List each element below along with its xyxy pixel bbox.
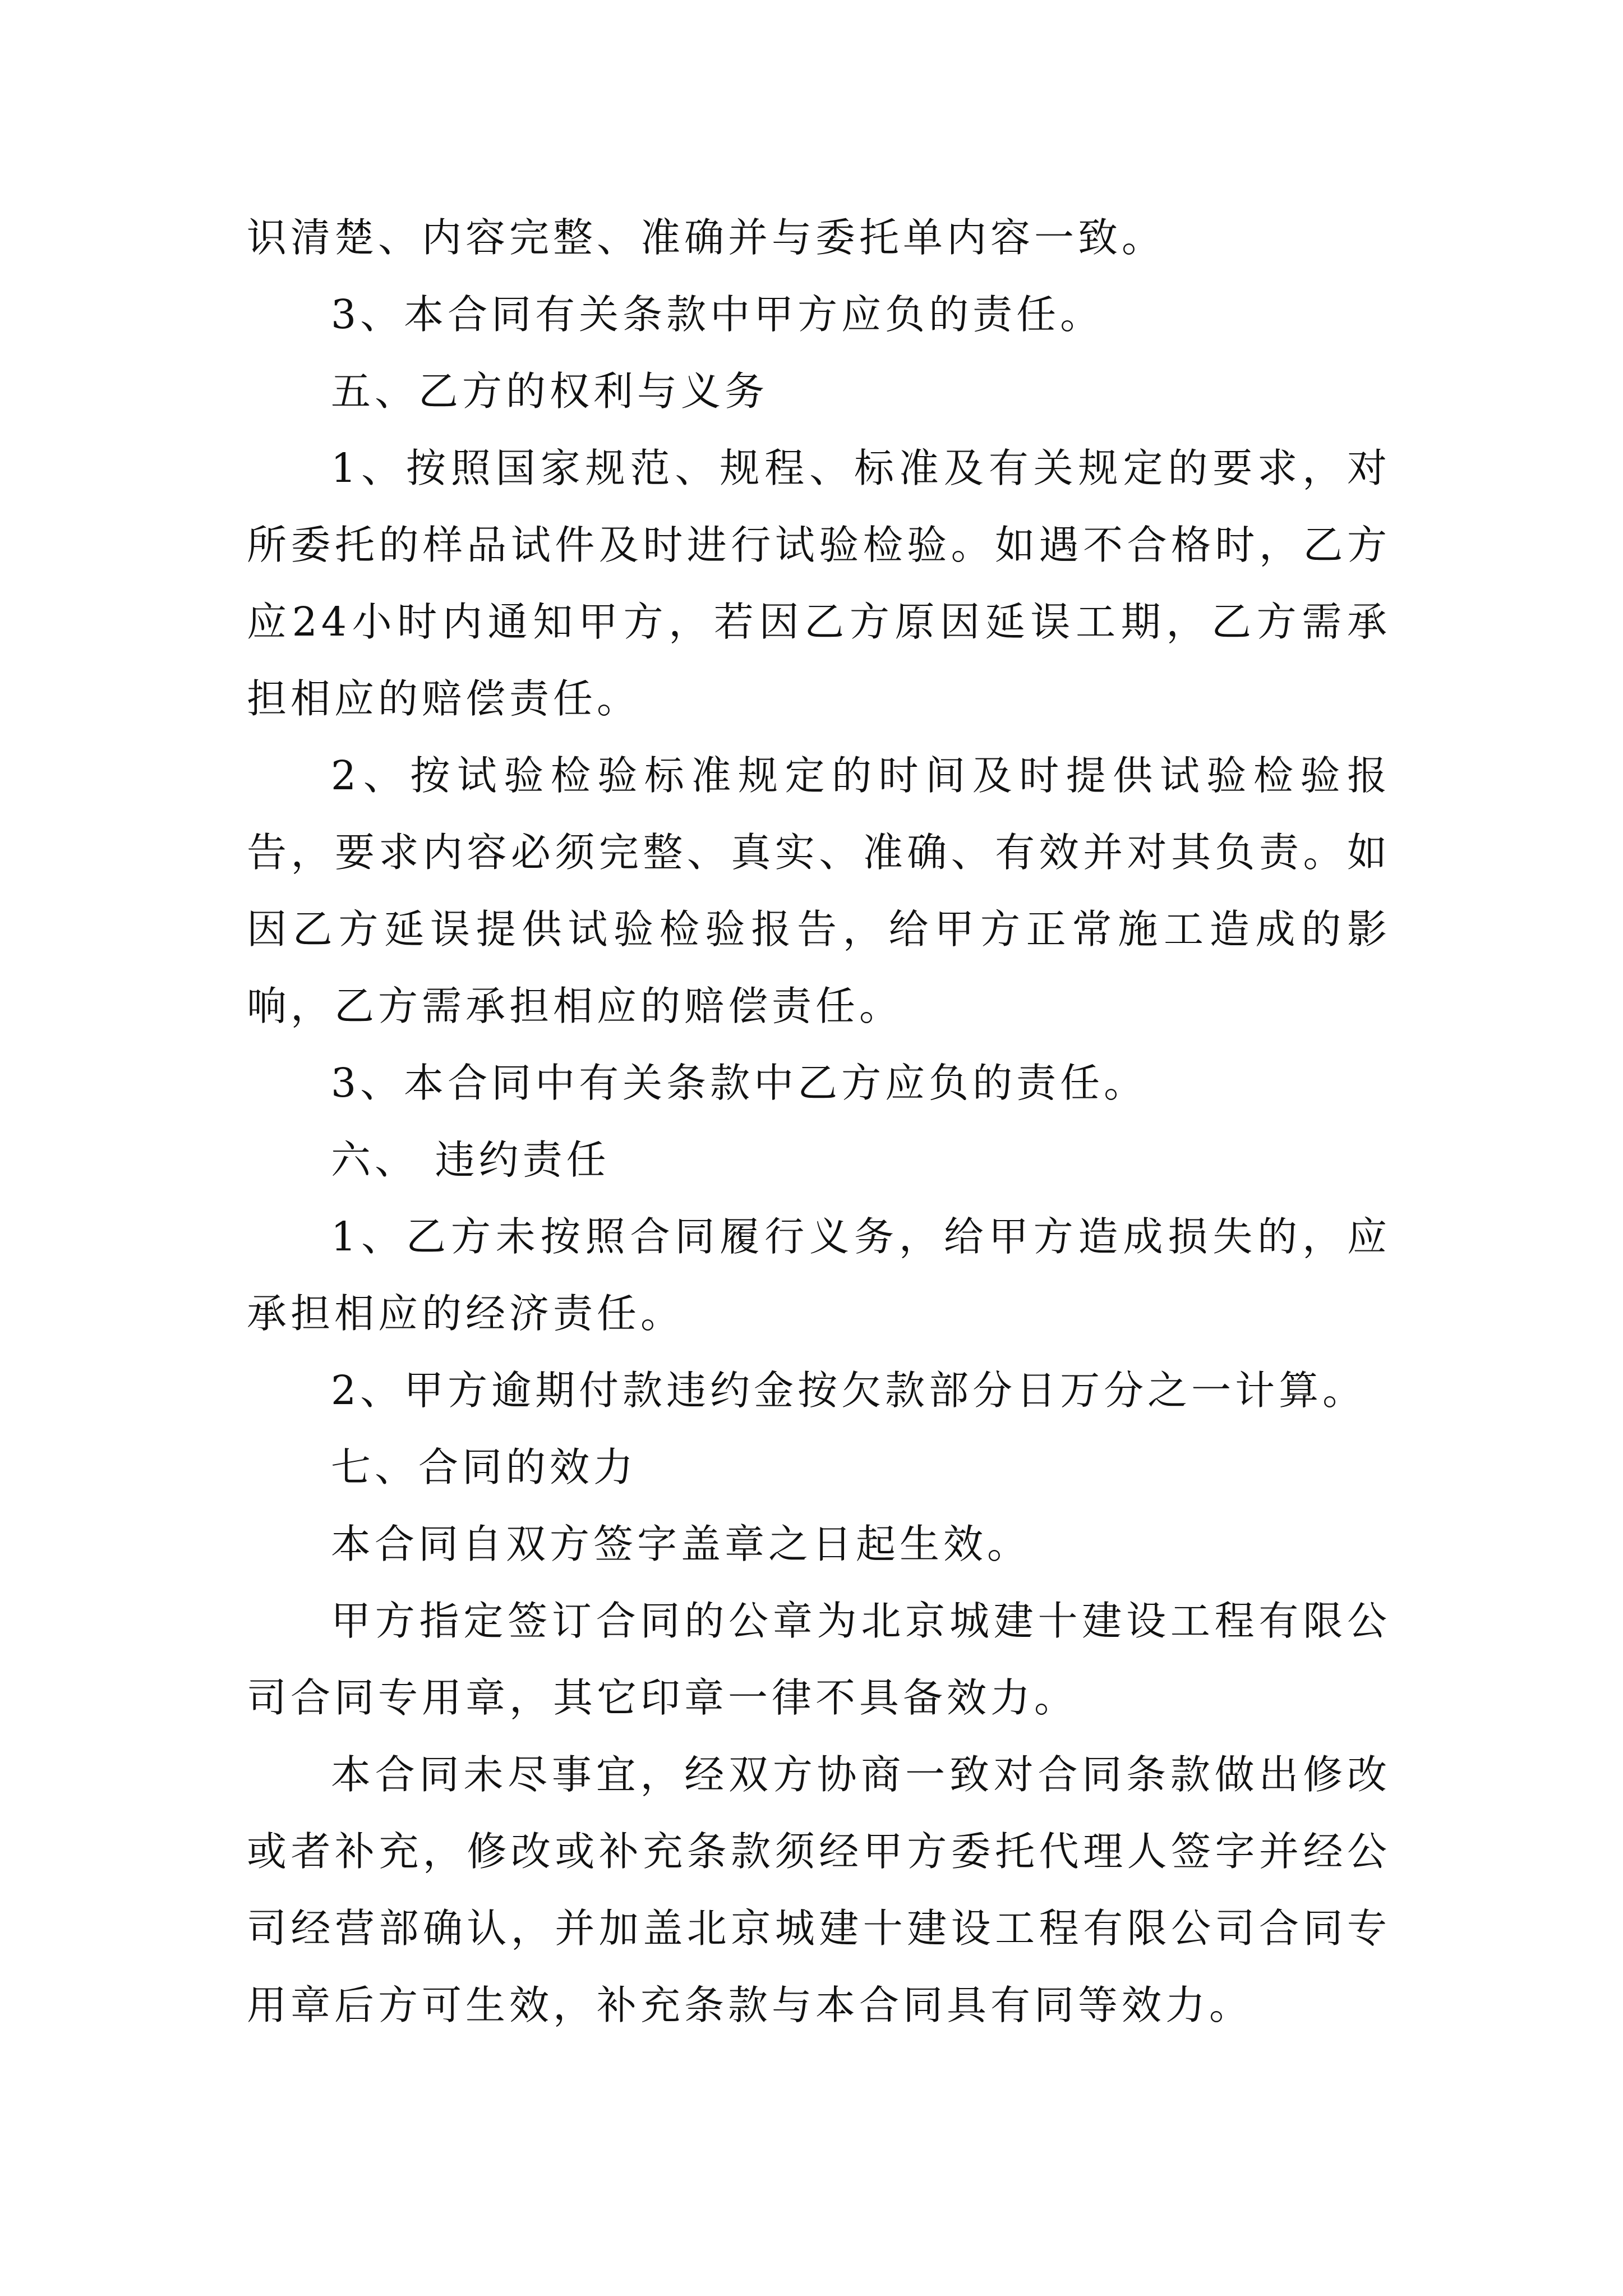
paragraph-party-b-clause-3: 3、本合同中有关条款中乙方应负的责任。 — [331, 1060, 1148, 1106]
paragraph-party-b-clause-1: 1、按照国家规范、规程、标准及有关规定的要求，对所委托的样品试件及时进行试验检验。如遇不合格时，乙方应24小时内通知甲方，若因乙方原因延误工期，乙方需承担相应的赔偿责任。 — [247, 445, 1391, 722]
paragraph-breach-clause-1: 1、乙方未按照合同履行义务，给甲方造成损失的，应承担相应的经济责任。 — [247, 1213, 1391, 1337]
paragraph-continuation: 识清楚、内容完整、准确并与委托单内容一致。 — [247, 214, 1166, 261]
paragraph-party-b-clause-2: 2、按试验检验标准规定的时间及时提供试验检验报告，要求内容必须完整、真实、准确、有效并对其负责。如因乙方延误提供试验检验报告，给甲方正常施工造成的影响，乙方需承担相应的赔偿责任。 — [247, 752, 1391, 1029]
paragraph-effect-clause-2: 甲方指定签订合同的公章为北京城建十建设工程有限公司合同专用章，其它印章一律不具备效力。 — [247, 1598, 1391, 1721]
section-heading-5: 五、乙方的权利与义务 — [331, 368, 769, 415]
section-heading-6: 六、 违约责任 — [331, 1137, 610, 1183]
paragraph-party-a-clause-3: 3、本合同有关条款中甲方应负的责任。 — [331, 291, 1104, 338]
paragraph-effect-clause-1: 本合同自双方签字盖章之日起生效。 — [331, 1521, 1031, 1567]
section-heading-7: 七、合同的效力 — [331, 1444, 638, 1490]
document-body — [247, 199, 1391, 2044]
paragraph-breach-clause-2: 2、甲方逾期付款违约金按欠款部分日万分之一计算。 — [331, 1367, 1367, 1414]
paragraph-effect-clause-3: 本合同未尽事宜，经双方协商一致对合同条款做出修改或者补充，修改或补充条款须经甲方委托代理人签字并经公司经营部确认，并加盖北京城建十建设工程有限公司合同专用章后方可生效，补充条款与本合同具有同等效力。 — [247, 1751, 1391, 2028]
